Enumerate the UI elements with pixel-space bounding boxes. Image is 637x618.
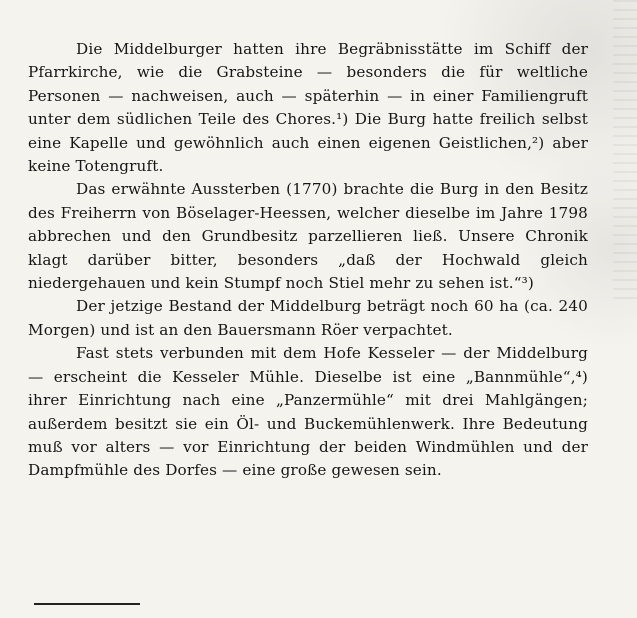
- paragraph-1: Die Middelburger hatten ihre Begräbnisstätte im Schiff der Pfarrkirche, wie die Grabsteine — besonders die für weltliche Personen — nachweisen, auch — späterhin — in einer Familiengruft unter dem südlichen Teile des Chores.¹) Die Burg hatte freilich selbst eine Kapelle und gewöhnlich auch einen eigenen Geistlichen,²) aber keine Totengruft.: [28, 40, 588, 176]
- paragraph-2: Das erwähnte Aussterben (1770) brachte die Burg in den Besitz des Freiherrn von Böselager-Heessen, welcher dieselbe im Jahre 1798 abbrechen und den Grundbesitz parzellieren ließ. Unsere Chronik klagt darüber bitter, besonders „daß der Hochwald gleich niedergehauen und kein Stumpf noch Stiel mehr zu sehen ist.“³): [28, 180, 588, 293]
- paragraph-4: Fast stets verbunden mit dem Hofe Kesseler — der Middelburg — erscheint die Kesseler Mühle. Dieselbe ist eine „Bannmühle“,⁴) ihrer Einrichtung nach eine „Panzermühle“ mit drei Mahlgängen; außerdem besitzt sie ein Öl- und Buckemühlenwerk. Ihre Bedeutung muß vor alters — vor Einrichtung der beiden Windmühlen und der Dampfmühle des Dorfes — eine große gewesen sein.: [28, 344, 588, 480]
- paragraph-3: Der jetzige Bestand der Middelburg beträgt noch 60 ha (ca. 240 Morgen) und ist an den Bauersmann Röer verpachtet.: [28, 297, 588, 339]
- footnote-separator-line: [34, 603, 140, 605]
- document-body: [28, 38, 588, 483]
- scan-edge-noise: [613, 0, 637, 300]
